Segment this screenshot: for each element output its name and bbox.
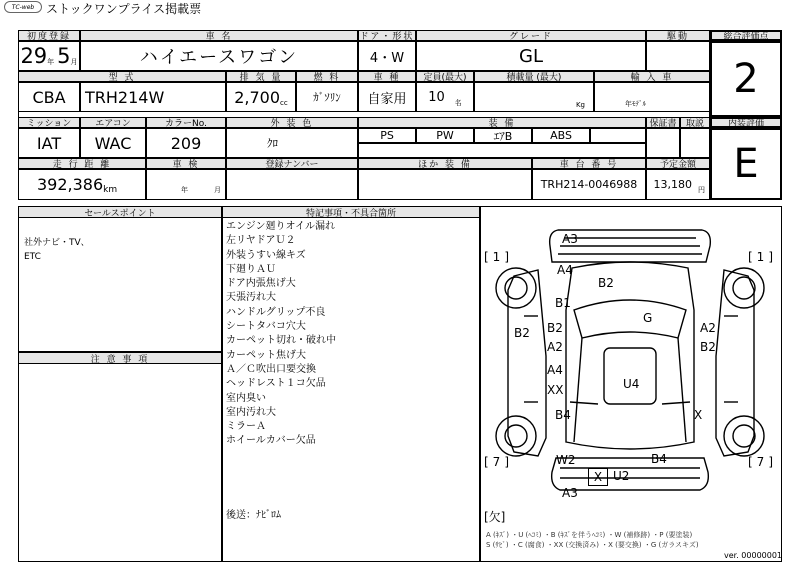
note-item: ミラーＡ: [226, 421, 266, 433]
hdr-ext-color: 外 装 色: [226, 117, 358, 128]
legend-line: S (ｻﾋﾞ) ・C (腐食) ・XX (交換済み) ・X (要交換) ・G (ガラスキズ): [486, 541, 699, 549]
displacement: 2,700: [234, 87, 281, 107]
hdr-grade: グレード: [416, 30, 646, 41]
note-item: 左リヤドアＵ２: [226, 235, 296, 247]
note-item: カーペット切れ・破れ中: [226, 335, 336, 347]
damage-x-rear: [588, 468, 608, 486]
capacity-value: [416, 82, 474, 112]
corner-label-front-right: [1]: [748, 250, 777, 264]
wheel-front-left: [496, 268, 536, 308]
chassis-no: TRH214-0046988: [540, 178, 638, 191]
price: 13,180: [653, 178, 692, 191]
corner-label-rear-right: [7]: [748, 455, 777, 469]
model-prefix-value: [18, 82, 80, 112]
missing-label: [欠]: [484, 510, 506, 524]
color-no-value: [146, 128, 226, 158]
sales-point-item: ETC: [24, 252, 41, 262]
wheel-rear-left: [496, 416, 536, 456]
note-item: エンジン廻りオイル漏れ: [226, 221, 335, 232]
ext-color: ｸﾛ: [267, 137, 278, 150]
sales-points-list: [24, 236, 90, 264]
sales-points-panel: [18, 206, 222, 352]
model-prefix: CBA: [32, 87, 66, 107]
logo-text: TC-web: [11, 3, 35, 11]
inspection-year-unit: 年: [181, 186, 188, 194]
first-reg-value: [18, 41, 80, 71]
wheel-rear-right: [724, 416, 764, 456]
displacement-value: [226, 82, 296, 112]
load-unit: Kg: [575, 101, 585, 109]
plate-value: [226, 169, 358, 200]
mission-value: [18, 128, 80, 158]
equip-pw: [416, 128, 474, 143]
version-label: ver. 00000001: [724, 551, 783, 560]
reg-month-unit: 月: [70, 58, 78, 66]
plan-view-line: [662, 402, 690, 404]
note-item: 外装うすい線キズ: [226, 249, 306, 261]
left-side-outline: [508, 270, 546, 456]
hdr-import-car: 輸 入 車: [594, 71, 710, 82]
plan-view-windshield: [574, 300, 686, 338]
damage-a3-rear: A3: [562, 486, 578, 500]
hdr-drive: 駆動: [646, 30, 710, 41]
damage-a2-right: A2: [700, 321, 716, 335]
damage-w2: W2: [556, 453, 576, 467]
price-value: [646, 169, 710, 200]
import-model-year: 年ﾓﾃﾞﾙ: [625, 100, 646, 108]
fuel: ｶﾞｿﾘﾝ: [313, 91, 341, 104]
hdr-color-no: カラーNo.: [146, 117, 226, 128]
inspection-month-unit: 月: [214, 186, 221, 194]
drive-value: [646, 41, 710, 71]
mileage-unit: km: [103, 184, 118, 195]
plan-view-roof: [604, 348, 656, 404]
cautions-panel: [18, 352, 222, 562]
color-no: 209: [170, 133, 202, 153]
overall-score: 2: [733, 56, 759, 102]
grade-value: [416, 41, 646, 71]
special-notes-title: 特記事項・不具合箇所: [222, 206, 480, 218]
hdr-load-capacity: 積載量 (最大): [474, 71, 594, 82]
hdr-interior-score: 内装評価: [710, 117, 782, 128]
car-name-value: [80, 41, 358, 71]
damage-a4-mid: A4: [547, 363, 563, 377]
corner-label-front-left: [1]: [484, 250, 513, 264]
wheel-front-right: [724, 268, 764, 308]
damage-a2-left: A2: [547, 340, 563, 354]
hdr-displacement: 排 気 量: [226, 71, 296, 82]
aircon-value: [80, 128, 146, 158]
note-item: 下廻りＡＵ: [226, 263, 276, 275]
warranty-value: [646, 128, 680, 158]
sales-points-title: セールスポイント: [18, 206, 222, 218]
grade: GL: [519, 45, 543, 67]
reg-month: 5: [57, 44, 71, 68]
hdr-capacity: 定員(最大): [416, 71, 474, 82]
damage-b4-right: B4: [651, 452, 667, 466]
ext-color-value: [226, 128, 358, 158]
mileage-value: [18, 169, 146, 200]
hdr-door-shape: ドア・形状: [359, 32, 415, 42]
damage-b2-right: B2: [700, 340, 716, 354]
damage-g: G: [643, 311, 653, 325]
import-car-value: [594, 82, 710, 112]
chassis-no-value: [532, 169, 646, 200]
equip-airbag: [474, 128, 532, 143]
equip-blank-1: [590, 128, 646, 143]
equip-blank-row2: [358, 143, 646, 158]
note-item: カーペット焦げ大: [226, 349, 306, 361]
hdr-plate: 登録ナンバー: [226, 158, 358, 169]
vehicle-type-value: [358, 82, 416, 112]
special-notes-list: [226, 220, 336, 449]
overall-score-box: [710, 41, 782, 117]
note-item: 室内汚れ大: [226, 406, 276, 418]
hdr-mileage: 走 行 距 離: [18, 158, 146, 169]
damage-b2-left-side: B2: [514, 326, 530, 340]
hdr-overall-score: 総合評価点: [710, 30, 782, 41]
plan-view-pillar: [574, 338, 582, 442]
wheel-rear-right-hub: [733, 425, 755, 447]
equip-airbag-label: ｴｱB: [493, 129, 513, 143]
inspection-value: [146, 169, 226, 200]
equip-abs-label: ABS: [550, 129, 572, 142]
note-item: 室内臭い: [226, 392, 266, 404]
hdr-manual: 取説: [680, 117, 710, 128]
hdr-first-reg: 初度登録: [18, 30, 80, 41]
hdr-aircon: エアコン: [80, 117, 146, 128]
damage-u2: U2: [613, 469, 630, 483]
damage-a4-front: A4: [557, 263, 573, 277]
note-item: ヘッドレスト１コ欠品: [226, 378, 326, 390]
aircon: WAC: [94, 133, 132, 153]
corner-label-rear-left: [7]: [484, 455, 513, 469]
hdr-car-name: 車 名: [80, 30, 358, 41]
equip-ps-label: PS: [380, 129, 394, 142]
reg-year-unit: 年: [47, 58, 55, 66]
note-item: 天張汚れ大: [226, 292, 276, 304]
plan-view-outline: [566, 262, 694, 449]
brand-logo: [4, 1, 42, 13]
equip-abs: [532, 128, 590, 143]
reg-year: 29: [20, 44, 48, 68]
capacity-unit: 名: [454, 99, 462, 107]
hdr-warranty: 保証書: [646, 117, 680, 128]
damage-b4-left: B4: [555, 408, 571, 422]
manual-value: [680, 128, 710, 158]
vehicle-type: 自家用: [367, 91, 407, 107]
other-equipment-value: [358, 169, 532, 200]
damage-u4: U4: [623, 377, 640, 391]
capacity: 10: [428, 89, 445, 105]
displacement-unit: cc: [280, 99, 288, 107]
damage-front-a3: A3: [562, 232, 578, 246]
fuel-value: [296, 82, 358, 112]
plan-view-line: [570, 402, 598, 404]
sales-point-item: 社外ナビ・TV、: [24, 238, 90, 248]
price-unit: 円: [698, 185, 705, 194]
note-item: Ａ／Ｃ吹出口要交換: [226, 363, 316, 375]
note-item: ハンドルグリップ不良: [226, 306, 326, 318]
legend-line: A (ｷｽﾞ) ・U (ﾍｺﾐ) ・B (ｷｽﾞを伴うﾍｺﾐ) ・W (補修跡) ・P (要塗装): [486, 531, 693, 539]
equip-pw-label: PW: [436, 129, 454, 142]
damage-xx: XX: [547, 383, 564, 397]
damage-b2-hood: B2: [598, 276, 614, 290]
wheel-front-right-hub: [733, 277, 755, 299]
model-value: [80, 82, 226, 112]
load-capacity-value: [474, 82, 594, 112]
damage-b2-left: B2: [547, 321, 563, 335]
hdr-equipment: 装 備: [358, 117, 646, 128]
hdr-mission: ミッション: [18, 117, 80, 128]
damage-x-right: X: [694, 408, 703, 422]
note-item: ホイールカバー欠品: [226, 435, 316, 447]
door-shape-value: [358, 41, 416, 71]
hdr-fuel: 燃 料: [296, 71, 358, 82]
plan-view-pillar: [678, 338, 686, 442]
interior-score: E: [733, 141, 759, 187]
hdr-vehicle-type: 車 種: [358, 71, 416, 82]
legend: [486, 530, 699, 550]
hdr-other-equipment: ほか 装 備: [358, 158, 532, 169]
note-after: 後送：ﾅﾋﾞﾛﾑ: [226, 510, 281, 521]
hdr-inspection: 車 検: [146, 158, 226, 169]
damage-b1: B1: [555, 296, 571, 310]
model: TRH214W: [85, 87, 165, 107]
interior-score-box: [710, 128, 782, 200]
car-diagram: [480, 206, 782, 506]
note-item: シートタバコ穴大: [226, 321, 306, 333]
damage-x-rear-text: X: [593, 470, 603, 484]
page-title: ストックワンプライス掲載票: [46, 2, 202, 16]
door-shape: 4・W: [369, 50, 405, 66]
note-item: ドア内張焦げ大: [226, 278, 296, 290]
mileage: 392,386: [37, 175, 104, 194]
cautions-title: 注 意 事 項: [18, 352, 222, 364]
mission: IAT: [36, 133, 62, 153]
hdr-price: 予定金額: [646, 158, 710, 169]
hdr-model: 型 式: [18, 71, 226, 82]
hdr-chassis-no: 車 台 番 号: [532, 158, 646, 169]
car-name: ハイエースワゴン: [139, 47, 299, 68]
equip-ps: [358, 128, 416, 143]
